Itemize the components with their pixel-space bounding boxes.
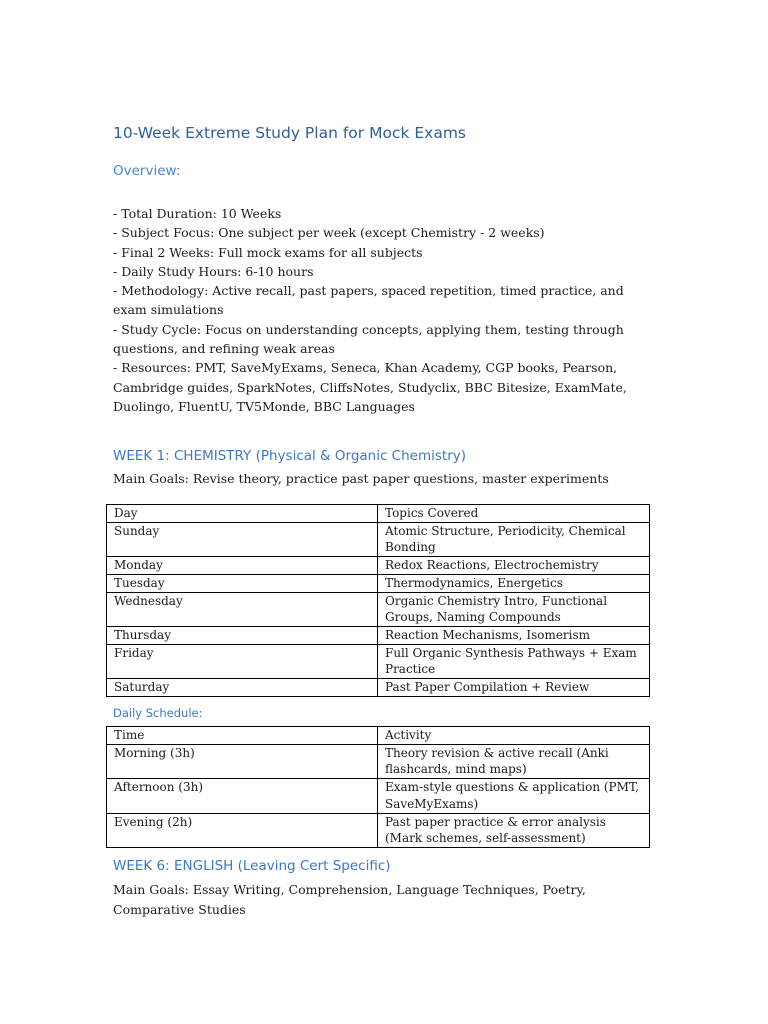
table-cell: Theory revision & active recall (Anki flashcards, mind maps) — [378, 744, 650, 778]
overview-item: - Subject Focus: One subject per week (except Chemistry - 2 weeks) — [113, 225, 545, 241]
table-header-row — [107, 727, 650, 745]
week6-heading: WEEK 6: ENGLISH (Leaving Cert Specific) — [113, 858, 391, 874]
daily-schedule-heading: Daily Schedule: — [113, 706, 203, 720]
overview-heading: Overview: — [113, 163, 181, 179]
table-cell: Thermodynamics, Energetics — [378, 574, 650, 592]
week1-topics-table — [106, 504, 650, 697]
table-row — [107, 813, 650, 847]
table-row — [107, 626, 650, 644]
table-cell: Monday — [107, 557, 378, 575]
table-header-row — [107, 505, 650, 523]
table-cell: Reaction Mechanisms, Isomerism — [378, 626, 650, 644]
table-cell: Redox Reactions, Electrochemistry — [378, 557, 650, 575]
table-cell: Afternoon (3h) — [107, 779, 378, 813]
table-row — [107, 779, 650, 813]
table-header-cell: Topics Covered — [378, 505, 650, 523]
table-cell: Past Paper Compilation + Review — [378, 679, 650, 697]
overview-list — [113, 204, 658, 416]
table-cell: Past paper practice & error analysis (Mark schemes, self-assessment) — [378, 813, 650, 847]
table-row — [107, 592, 650, 626]
table-cell: Exam-style questions & application (PMT, SaveMyExams) — [378, 779, 650, 813]
week1-heading: WEEK 1: CHEMISTRY (Physical & Organic Chemistry) — [113, 448, 467, 464]
table-cell: Atomic Structure, Periodicity, Chemical Bonding — [378, 522, 650, 556]
week1-goals: Main Goals: Revise theory, practice past paper questions, master experiments — [113, 471, 609, 486]
week6-goals: Main Goals: Essay Writing, Comprehension, Language Techniques, Poetry, Comparative Studies — [113, 882, 586, 917]
overview-item: - Total Duration: 10 Weeks — [113, 206, 282, 221]
table-cell: Full Organic Synthesis Pathways + Exam Practice — [378, 644, 650, 678]
table-header-cell: Day — [107, 505, 378, 523]
table-row — [107, 522, 650, 556]
table-cell: Evening (2h) — [107, 813, 378, 847]
table-row — [107, 744, 650, 778]
table-cell: Tuesday — [107, 574, 378, 592]
table-row — [107, 679, 650, 697]
table-cell: Wednesday — [107, 592, 378, 626]
overview-item: - Methodology: Active recall, past papers, spaced repetition, timed practice, and exam simulations — [113, 283, 624, 318]
overview-item: - Daily Study Hours: 6-10 hours — [113, 263, 314, 279]
overview-item: - Final 2 Weeks: Full mock exams for all subjects — [113, 244, 423, 260]
document-title: 10-Week Extreme Study Plan for Mock Exams — [113, 124, 466, 142]
table-header-cell: Time — [107, 727, 378, 745]
table-row — [107, 574, 650, 592]
table-cell: Sunday — [107, 522, 378, 556]
overview-item: - Resources: PMT, SaveMyExams, Seneca, Khan Academy, CGP books, Pearson, Cambridge guides, SparkNotes, CliffsNotes, Studyclix, BBC Bitesize, ExamMate, Duolingo, FluentU, TV5Monde, BBC Languages — [113, 360, 627, 414]
table-cell: Thursday — [107, 626, 378, 644]
table-cell: Organic Chemistry Intro, Functional Groups, Naming Compounds — [378, 592, 650, 626]
table-row — [107, 644, 650, 678]
table-cell: Morning (3h) — [107, 744, 378, 778]
table-row — [107, 557, 650, 575]
daily-schedule-table — [106, 726, 650, 848]
overview-item: - Study Cycle: Focus on understanding concepts, applying them, testing through questions, and refining weak areas — [113, 321, 624, 357]
table-cell: Friday — [107, 644, 378, 678]
table-cell: Saturday — [107, 679, 378, 697]
table-header-cell: Activity — [378, 727, 650, 745]
